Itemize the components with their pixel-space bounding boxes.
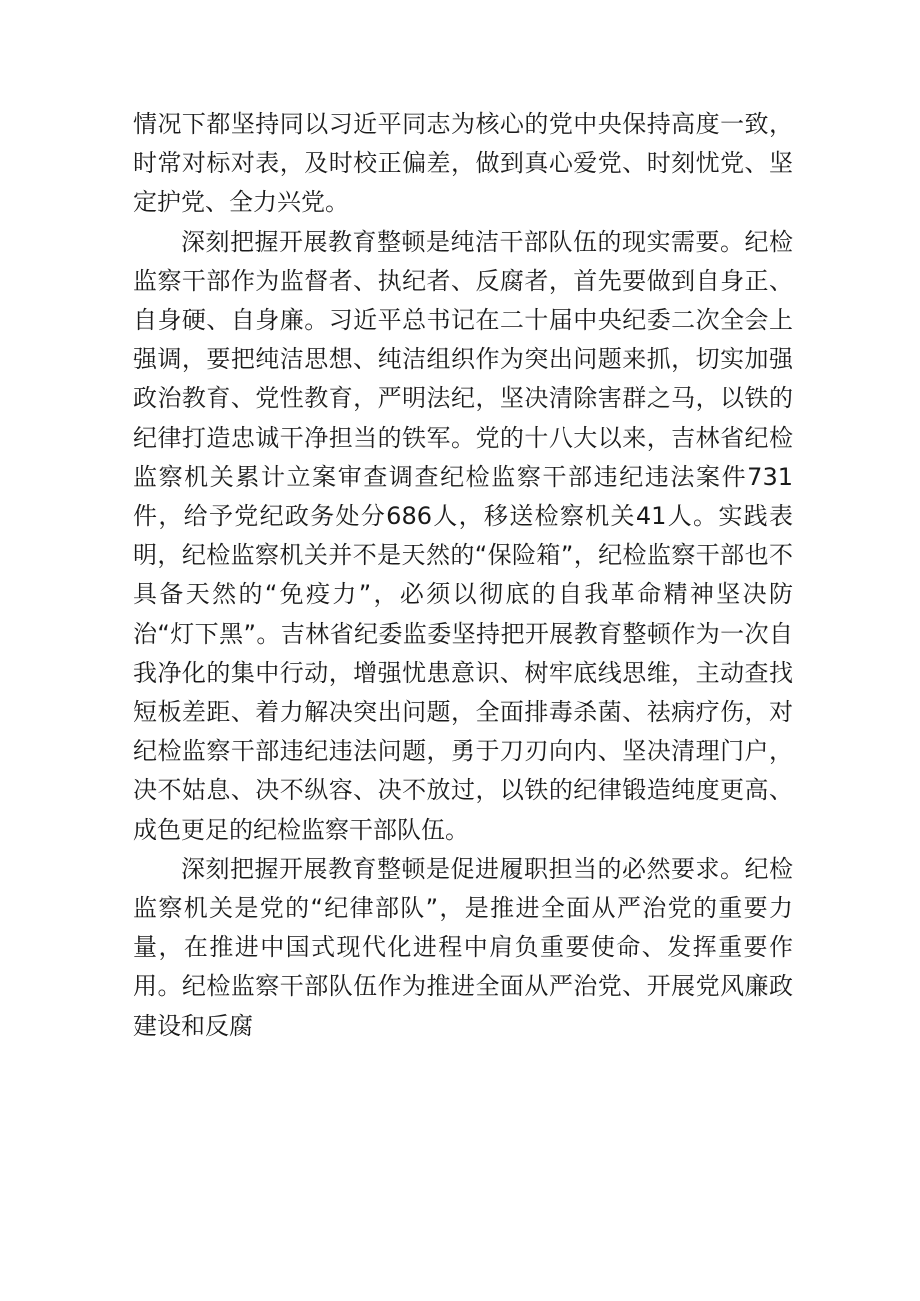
paragraph-team-purity: 深刻把握开展教育整顿是纯洁干部队伍的现实需要。纪检监察干部作为监督者、执纪者、反腐者，首先要做到自身正、自身硬、自身廉。习近平总书记在二十届中央纪委二次全会上强调，要把纯洁思想、纯洁组织作为突出问题来抓，切实加强政治教育、党性教育，严明法纪，坚决清除害群之马，以铁的纪律打造忠诚干净担当的铁军。党的十八大以来，吉林省纪检监察机关累计立案审查调查纪检监察干部违纪违法案件731件，给予党纪政务处分686人，移送检察机关41人。实践表明，纪检监察机关并不是天然的“保险箱”，纪检监察干部也不具备天然的“免疫力”，必须以彻底的自我革命精神坚决防治“灯下黑”。吉林省纪委监委坚持把开展教育整顿作为一次自我净化的集中行动，增强忧患意识、树牢底线思维，主动查找短板差距、着力解决突出问题，全面排毒杀菌、祛病疗伤，对纪检监察干部违纪违法问题，勇于刀刃向内、坚决清理门户，决不姑息、决不纵容、决不放过，以铁的纪律锻造纯度更高、成色更足的纪检监察干部队伍。 (133, 227, 793, 844)
paragraph-continuation: 情况下都坚持同以习近平同志为核心的党中央保持高度一致，时常对标对表，及时校正偏差，做到真心爱党、时刻忧党、坚定护党、全力兴党。 (133, 110, 793, 217)
paragraph-duty-performance: 深刻把握开展教育整顿是促进履职担当的必然要求。纪检监察机关是党的“纪律部队”，是推进全面从严治党的重要力量，在推进中国式现代化进程中肩负重要使命、发挥重要作用。纪检监察干部队伍作为推进全面从严治党、开展党风廉政建设和反腐 (133, 854, 793, 1040)
body-text (133, 105, 793, 1046)
